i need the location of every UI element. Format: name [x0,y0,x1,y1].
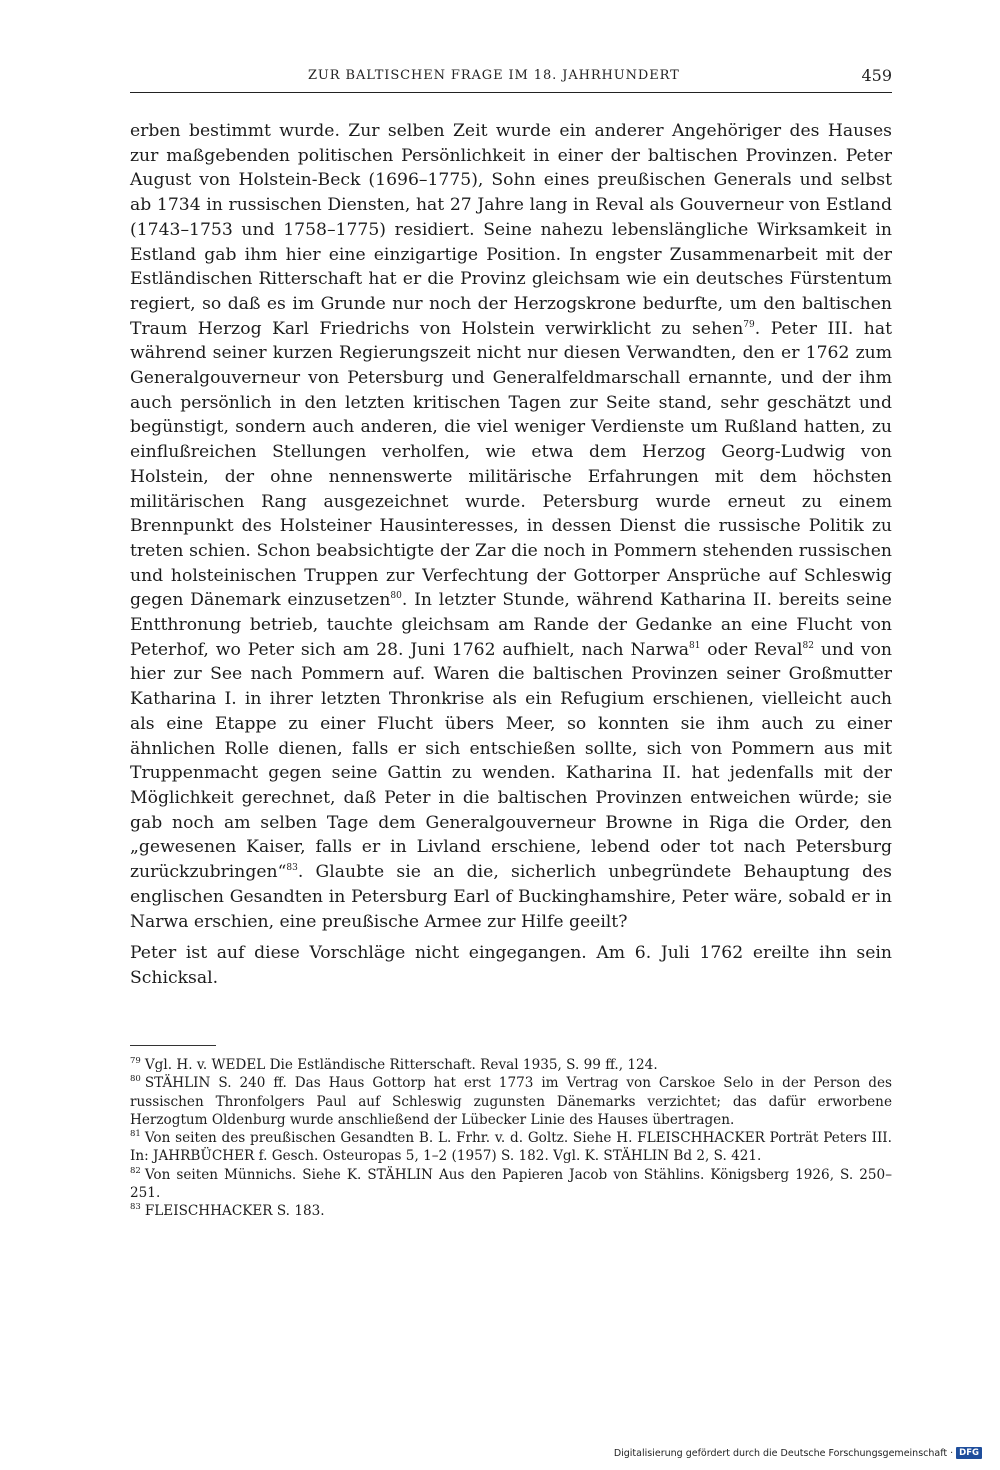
page-number: 459 [861,66,892,85]
dfg-logo: DFG [956,1447,982,1459]
footnote-number: 80 [130,1074,141,1085]
paragraph: erben bestimmt wurde. Zur selben Zeit wurde ein anderer Angehöriger des Hauses zur maßgebenden politischen Persönlichkeit in einer der baltischen Provinzen. Peter August von Holstein-Beck (1696–1775), Sohn eines preußischen Generals und selbst ab 1734 in russischen Diensten, hat 27 Jahre lang in Reval als Gouverneur von Estland (1743–1753 und 1758–1775) residiert. Seine nahezu lebenslängliche Wirksamkeit in Estland gab ihm hier eine einzigartige Position. In engster Zusammenarbeit mit der Estländischen Ritterschaft hat er die Provinz gleichsam wie ein deutsches Fürstentum regiert, so daß es im Grunde nur noch der Herzogskrone bedurfte, um den baltischen Traum Herzog Karl Friedrichs von Holstein verwirklicht zu sehen$^{79}$. Peter III. hat während seiner kurzen Regierungszeit nicht nur diesen Verwandten, den er 1762 zum Generalgouverneur von Petersburg und Generalfeldmarschall ernannte, und der ihm auch persönlich in den letzten kritischen Tagen zur Seite stand, sehr geschätzt und begünstigt, sondern auch anderen, die viel weniger Verdienste um Rußland hatten, zu einflußreichen Stellungen verholfen, wie etwa dem Herzog Georg-Ludwig von Holstein, der ohne nennenswerte militärische Erfahrungen mit dem höchsten militärischen Rang ausgezeichnet wurde. Petersburg wurde erneut zu einem Brennpunkt des Holsteiner Hausinteresses, in dessen Dienst die russische Politik zu treten schien. Schon beabsichtigte der Zar die noch in Pommern stehenden russischen und holsteinischen Truppen zur Verfechtung der Gottorper Ansprüche auf Schleswig gegen Dänemark einzusetzen$^{80}$. In letzter Stunde, während Katharina II. bereits seine Entthronung betrieb, tauchte gleichsam am Rande der Gedanke an eine Flucht von Peterhof, wo Peter sich am 28. Juni 1762 aufhielt, nach Narwa$^{81}$ oder Reval$^{82}$ und von hier zur See nach Pommern auf. Waren die baltischen Provinzen seiner Großmutter Katharina I. in ihrer letzten Thronkrise als ein Refugium erschienen, vielleicht auch als eine Etappe zu einer Flucht übers Meer, so konnten sie ihm auch zu einer ähnlichen Rolle dienen, falls er sich entschießen sollte, sich von Pommern aus mit Truppenmacht gegen seine Gattin zu wenden. Katharina II. hat jedenfalls mit der Möglichkeit gerechnet, daß Peter in die baltischen Provinzen entweichen würde; sie gab noch am selben Tage dem Generalgouverneur Browne in Riga die Order, den „gewesenen Kaiser, falls er in Livland erschiene, lebend oder tot nach Petersburg zurückzubringen“$^{83}$. Glaubte sie an die, sicherlich unbegründete Behauptung des englischen Gesandten in Petersburg Earl of Buckinghamshire, Peter wäre, sobald er in Narwa erschien, eine preußische Armee zur Hilfe geeilt? [130,121,892,932]
footnote-separator [130,1045,216,1046]
credit-text: Digitalisierung gefördert durch die Deutsche Forschungsgemeinschaft · [613,1447,954,1459]
footnote-ref: 80 [390,591,402,602]
running-head [130,66,892,93]
footnote-number: 81 [130,1129,141,1140]
footnote-item: $^{83}$ FLEISCHHACKER S. 183. [130,1202,325,1220]
footnote-item: $^{81}$ Von seiten des preußischen Gesandten B. L. Frhr. v. d. Goltz. Siehe H. FLEISCHHACKER Porträt Peters III. In: JAHRBÜCHER f. Gesch. Osteuropas 5, 1–2 (1957) S. 182. Vgl. K. STÄHLIN Bd 2, S. 421. [130,1129,892,1165]
footnote-item: $^{80}$ STÄHLIN S. 240 ff. Das Haus Gottorp hat erst 1773 im Vertrag von Carskoe Selo in der Person des russischen Thronfolgers Paul auf Schleswig zugunsten Dänemarks verzichtet; das dafür erworbene Herzogtum Oldenburg wurde anschließend der Lübecker Linie des Hauses übertragen. [130,1074,892,1128]
paragraph: Peter ist auf diese Vorschläge nicht eingegangen. Am 6. Juli 1762 ereilte ihn sein Schicksal. [130,943,892,988]
body-text [130,119,892,991]
running-title: ZUR BALTISCHEN FRAGE IM 18. JAHRHUNDERT [308,68,680,83]
footnote-ref: 83 [286,863,298,874]
footnote-number: 82 [130,1165,141,1176]
footnote-number: 79 [130,1056,141,1066]
footnote-ref: 79 [743,319,755,330]
footnote-item: $^{79}$ Vgl. H. v. WEDEL Die Estländische Ritterschaft. Reval 1935, S. 99 ff., 124. [130,1056,658,1073]
footnote-item: $^{82}$ Von seiten Münnichs. Siehe K. STÄHLIN Aus den Papieren Jacob von Stählins. Königsberg 1926, S. 250–251. [130,1165,892,1202]
footnote-ref: 81 [688,640,701,651]
footnote-number: 83 [130,1202,141,1213]
footnote-ref: 82 [802,640,814,651]
digitization-credit [614,1447,982,1459]
footnotes [130,1056,892,1221]
